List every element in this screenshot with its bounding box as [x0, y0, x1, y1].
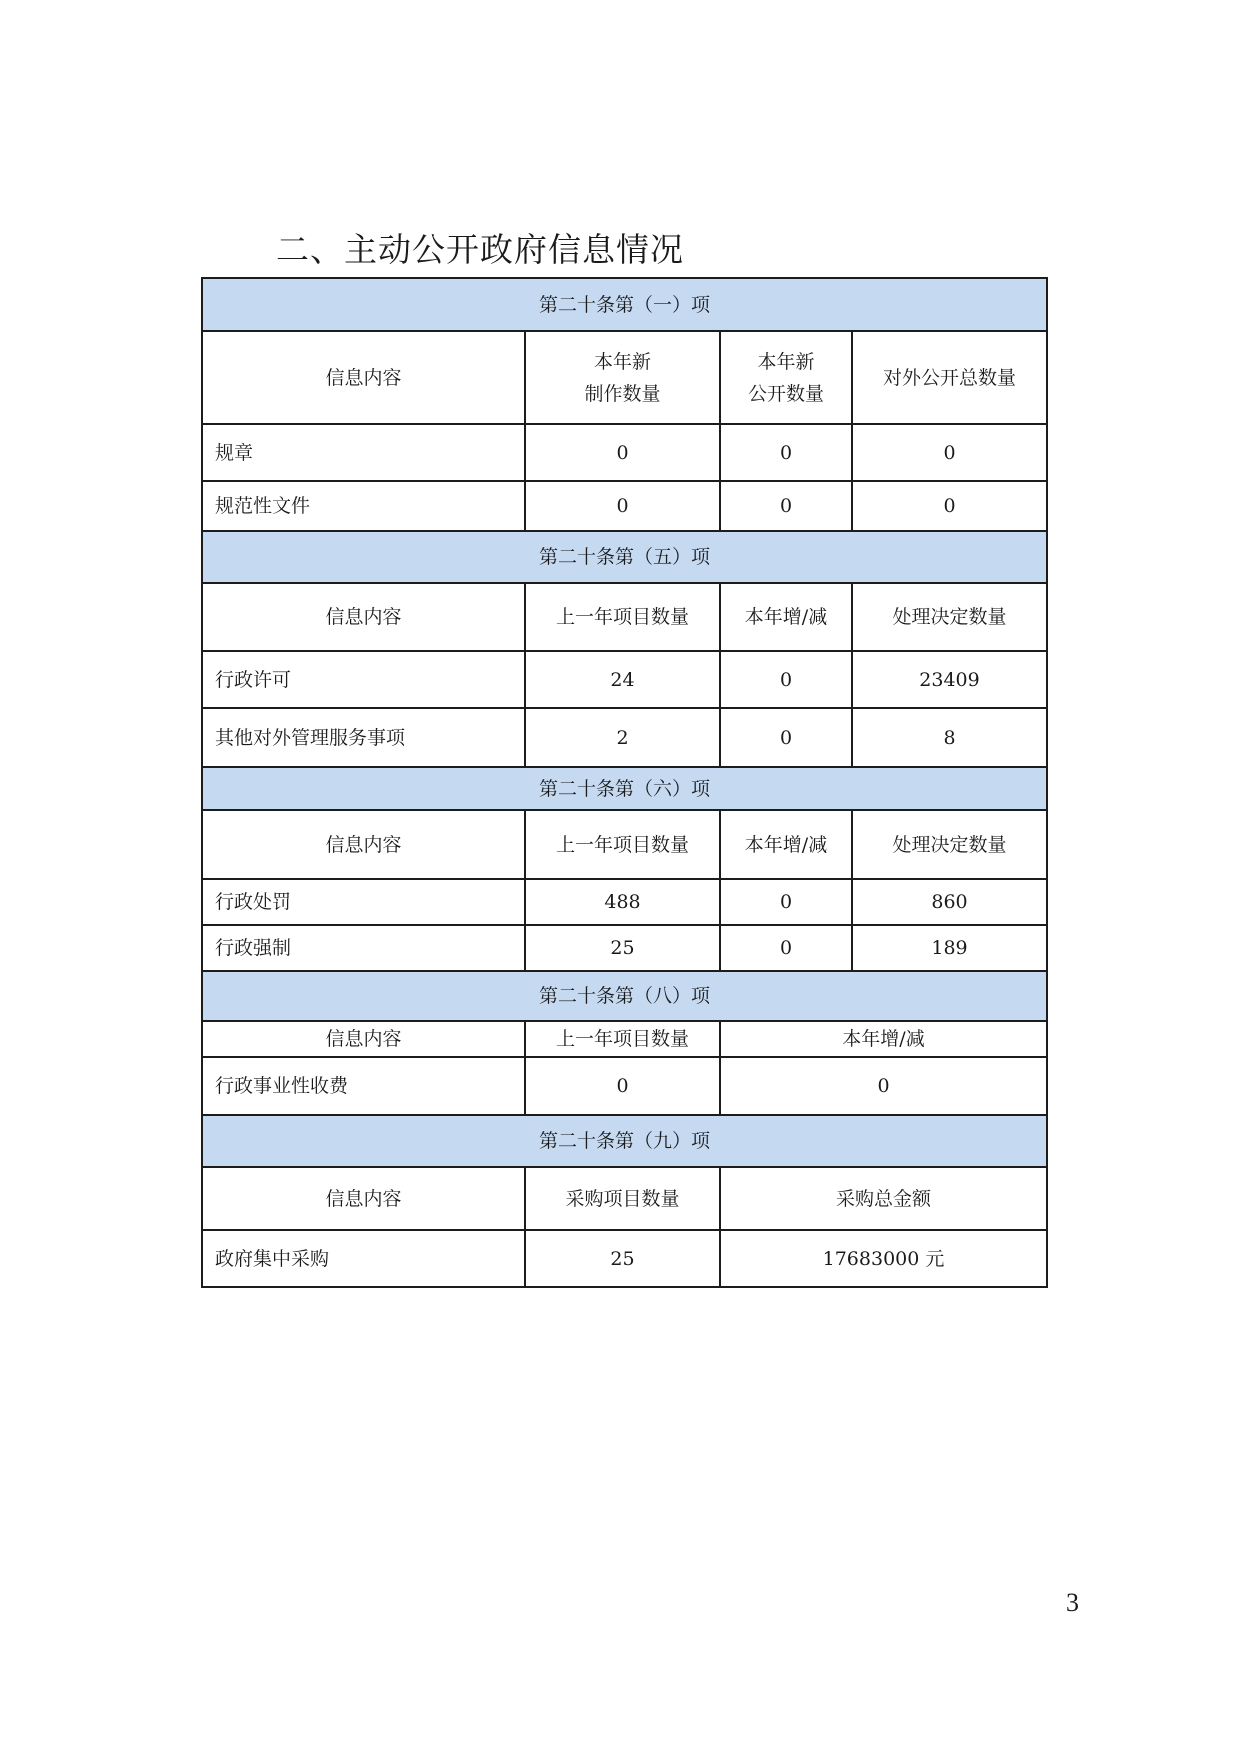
- header-row: [202, 810, 1047, 879]
- section-heading: 第二十条第（八）项: [202, 971, 1047, 1021]
- value-cell: 8: [852, 708, 1047, 767]
- value-cell: 23409: [852, 651, 1047, 708]
- section-heading-row: [202, 971, 1047, 1021]
- header-row: [202, 1167, 1047, 1230]
- section-heading-row: [202, 1115, 1047, 1167]
- header-cell: 本年增/减: [720, 810, 852, 879]
- header-line: 公开数量: [747, 382, 824, 405]
- header-cell: 采购总金额: [720, 1167, 1047, 1230]
- row-label: 行政强制: [202, 925, 525, 971]
- disclosure-table: [201, 277, 1048, 1288]
- value-cell: 0: [720, 925, 852, 971]
- header-row: [202, 331, 1047, 424]
- section-heading-row: [202, 278, 1047, 331]
- row-label: 规章: [202, 424, 525, 481]
- value-cell: 0: [852, 424, 1047, 481]
- header-cell: 信息内容: [202, 331, 525, 424]
- section-heading: 第二十条第（九）项: [202, 1115, 1047, 1167]
- value-cell: 0: [525, 424, 720, 481]
- header-cell: 本年增/减: [720, 583, 852, 651]
- header-cell: [525, 331, 720, 424]
- header-cell: 信息内容: [202, 1167, 525, 1230]
- value-cell: 0: [525, 481, 720, 531]
- value-cell: 0: [720, 481, 852, 531]
- header-cell: 信息内容: [202, 1021, 525, 1057]
- section-heading: 第二十条第（一）项: [202, 278, 1047, 331]
- page-number: 3: [1066, 1588, 1079, 1617]
- value-cell: 25: [525, 925, 720, 971]
- value-cell: 0: [720, 708, 852, 767]
- header-cell: [720, 331, 852, 424]
- header-row: [202, 583, 1047, 651]
- table-row: [202, 651, 1047, 708]
- row-label: 其他对外管理服务事项: [202, 708, 525, 767]
- value-cell: 860: [852, 879, 1047, 925]
- row-label: 行政处罚: [202, 879, 525, 925]
- header-cell: 信息内容: [202, 583, 525, 651]
- value-cell: 488: [525, 879, 720, 925]
- header-cell: 对外公开总数量: [852, 331, 1047, 424]
- page-title: 二、主动公开政府信息情况: [276, 230, 684, 269]
- header-cell: 采购项目数量: [525, 1167, 720, 1230]
- header-line: 制作数量: [584, 382, 661, 405]
- table-row: [202, 424, 1047, 481]
- value-cell: 189: [852, 925, 1047, 971]
- table-row: [202, 1230, 1047, 1287]
- header-cell: 信息内容: [202, 810, 525, 879]
- header-cell: 上一年项目数量: [525, 810, 720, 879]
- header-cell: 上一年项目数量: [525, 583, 720, 651]
- section-heading-row: [202, 531, 1047, 583]
- value-cell: 2: [525, 708, 720, 767]
- row-label: 规范性文件: [202, 481, 525, 531]
- section-heading: 第二十条第（六）项: [202, 767, 1047, 810]
- header-cell: 处理决定数量: [852, 583, 1047, 651]
- value-cell: 24: [525, 651, 720, 708]
- value-cell: 0: [720, 424, 852, 481]
- header-cell: 处理决定数量: [852, 810, 1047, 879]
- row-label: 行政许可: [202, 651, 525, 708]
- table-row: [202, 925, 1047, 971]
- value-cell: 0: [525, 1057, 720, 1115]
- header-cell: 上一年项目数量: [525, 1021, 720, 1057]
- header-row: [202, 1021, 1047, 1057]
- value-cell: 25: [525, 1230, 720, 1287]
- header-line: 本年新: [593, 350, 651, 373]
- table-row: [202, 1057, 1047, 1115]
- section-heading-row: [202, 767, 1047, 810]
- header-line: 本年新: [757, 350, 815, 373]
- value-cell: 17683000 元: [720, 1230, 1047, 1287]
- value-cell: 0: [720, 651, 852, 708]
- row-label: 行政事业性收费: [202, 1057, 525, 1115]
- value-cell: 0: [720, 1057, 1047, 1115]
- table-row: [202, 481, 1047, 531]
- table-row: [202, 879, 1047, 925]
- header-cell: 本年增/减: [720, 1021, 1047, 1057]
- value-cell: 0: [720, 879, 852, 925]
- row-label: 政府集中采购: [202, 1230, 525, 1287]
- section-heading: 第二十条第（五）项: [202, 531, 1047, 583]
- table-row: [202, 708, 1047, 767]
- value-cell: 0: [852, 481, 1047, 531]
